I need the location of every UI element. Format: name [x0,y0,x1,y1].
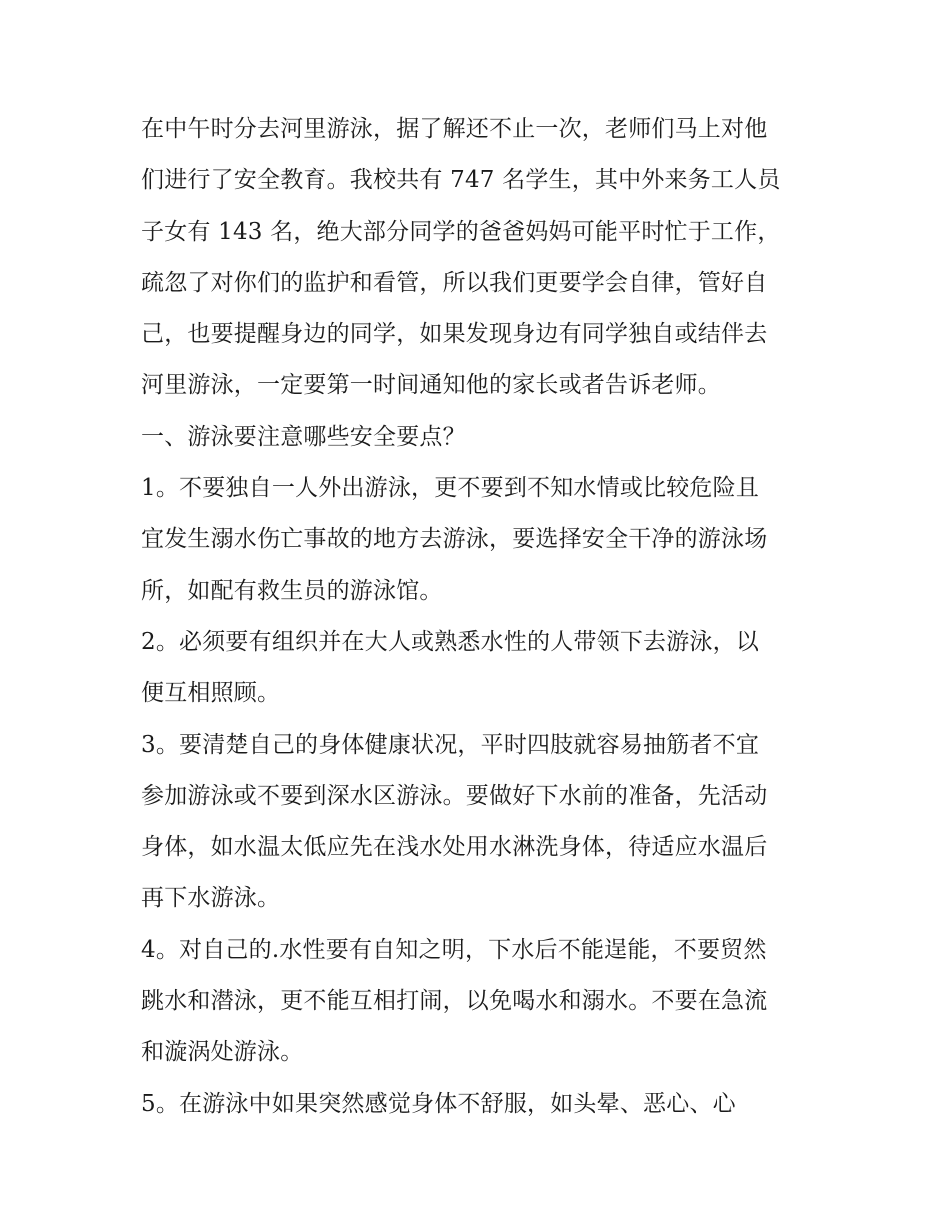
list-item-3-line: 再下水游泳。 [141,885,281,912]
list-item-2-line: 2。必须要有组织并在大人或熟悉水性的人带领下去游泳，以 [141,628,760,655]
text-line: 疏忽了对你们的监护和看管，所以我们更要学会自律，管好自 [141,269,768,296]
text-line: 己，也要提醒身边的同学，如果发现身边有同学独自或结伴去 [141,321,768,348]
list-item-1-line: 所，如配有救生员的游泳馆。 [141,577,443,604]
list-item-4-line: 跳水和潜泳，更不能互相打闹，以免喝水和溺水。不要在急流 [141,988,768,1015]
list-item-3-line: 身体，如水温太低应先在浅水处用水淋洗身体，待适应水温后 [141,834,768,861]
section-heading: 一、游泳要注意哪些安全要点？ [141,423,466,450]
list-item-4-line: 和漩涡处游泳。 [141,1039,304,1066]
list-item-3-line: 参加游泳或不要到深水区游泳。要做好下水前的准备，先活动 [141,782,768,809]
list-item-3-line: 3。要清楚自己的身体健康状况，平时四肢就容易抽筋者不宜 [141,731,760,758]
list-item-4-line: 4。对自己的.水性要有自知之明，下水后不能逞能，不要贸然 [141,936,767,963]
text-line: 在中午时分去河里游泳，据了解还不止一次，老师们马上对他 [141,116,768,142]
document-body [141,104,821,1130]
text-line: 子女有 143 名，绝大部分同学的爸爸妈妈可能平时忙于工作， [141,218,781,245]
list-item-5-line: 5。在游泳中如果突然感觉身体不舒服，如头晕、恶心、心 [141,1090,736,1117]
list-item-1-line: 1。不要独自一人外出游泳，更不要到不知水情或比较危险且 [141,475,760,502]
text-line: 们进行了安全教育。我校共有 747 名学生，其中外来务工人员 [141,167,781,194]
text-line: 河里游泳，一定要第一时间通知他的家长或者告诉老师。 [141,372,721,399]
list-item-2-line: 便互相照顾。 [141,680,281,707]
list-item-1-line: 宜发生溺水伤亡事故的地方去游泳，要选择安全干净的游泳场 [141,526,768,553]
